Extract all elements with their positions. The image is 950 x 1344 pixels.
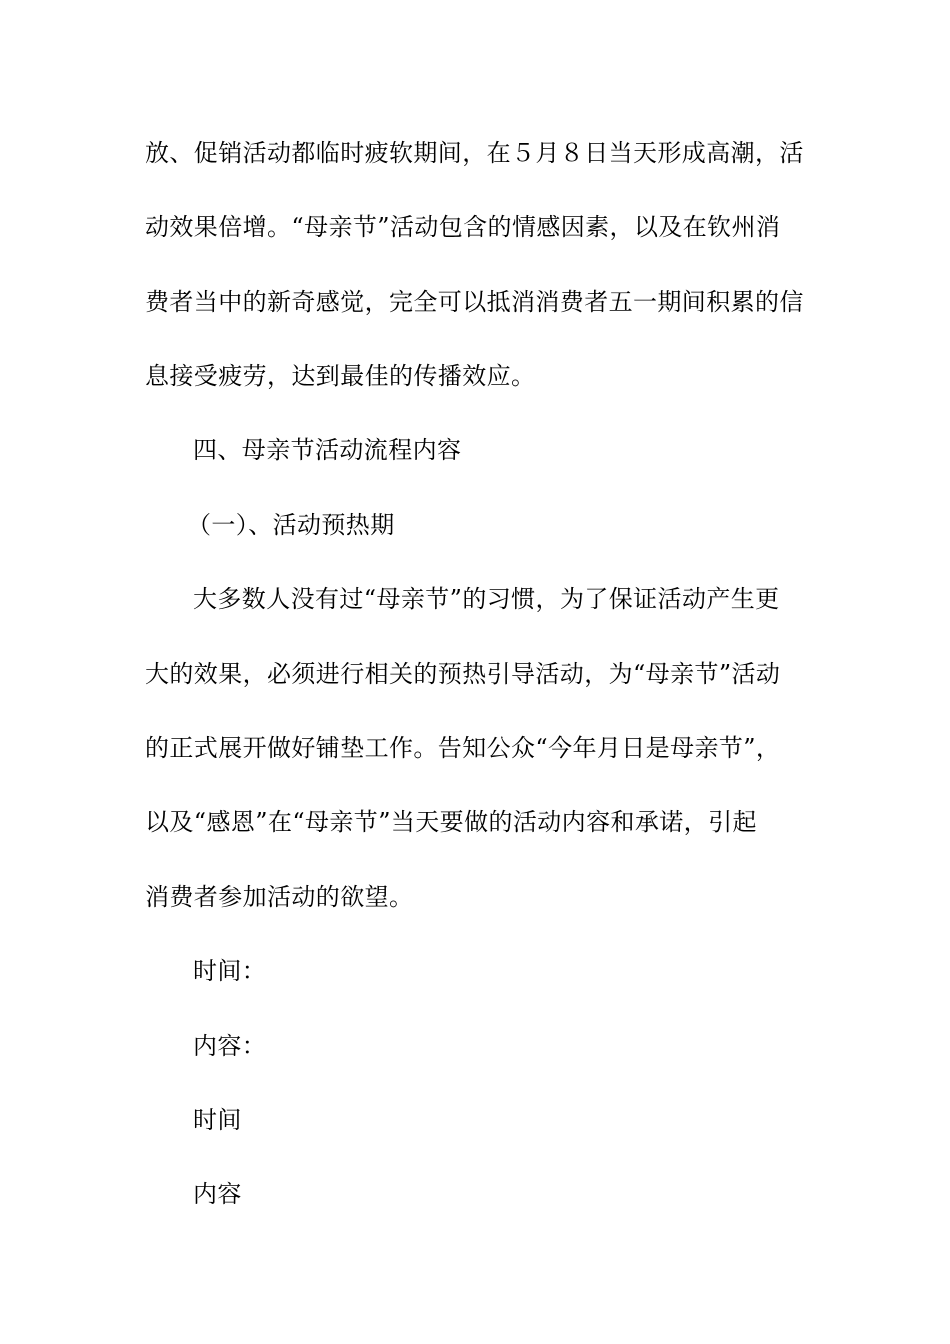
content-label: 内容：	[193, 1032, 267, 1060]
content-label: 内容	[193, 1180, 242, 1208]
subsection-heading: （一）、活动预热期	[187, 511, 395, 539]
time-label: 时间：	[193, 957, 267, 985]
paragraph-line: 动效果倍增。“母亲节”活动包含的情感因素，以及在钦州消	[145, 213, 781, 241]
paragraph-line: 消费者参加活动的欲望。	[145, 883, 414, 911]
paragraph-line: 以及“感恩”在“母亲节”当天要做的活动内容和承诺，引起	[145, 808, 757, 836]
paragraph-line: 放、促销活动都临时疲软期间，在５月８日当天形成高潮，活	[145, 139, 804, 167]
time-label: 时间	[193, 1106, 242, 1134]
paragraph-line: 息接受疲劳，达到最佳的传播效应。	[145, 362, 536, 390]
paragraph-line: 大多数人没有过“母亲节”的习惯，为了保证活动产生更	[193, 585, 780, 613]
paragraph-line: 大的效果，必须进行相关的预热引导活动，为“母亲节”活动	[145, 660, 781, 688]
paragraph-line: 的正式展开做好铺垫工作。告知公众“今年月日是母亲节”，	[145, 734, 781, 762]
section-heading: 四、母亲节活动流程内容	[193, 436, 462, 464]
paragraph-line: 费者当中的新奇感觉，完全可以抵消消费者五一期间积累的信	[145, 288, 804, 316]
